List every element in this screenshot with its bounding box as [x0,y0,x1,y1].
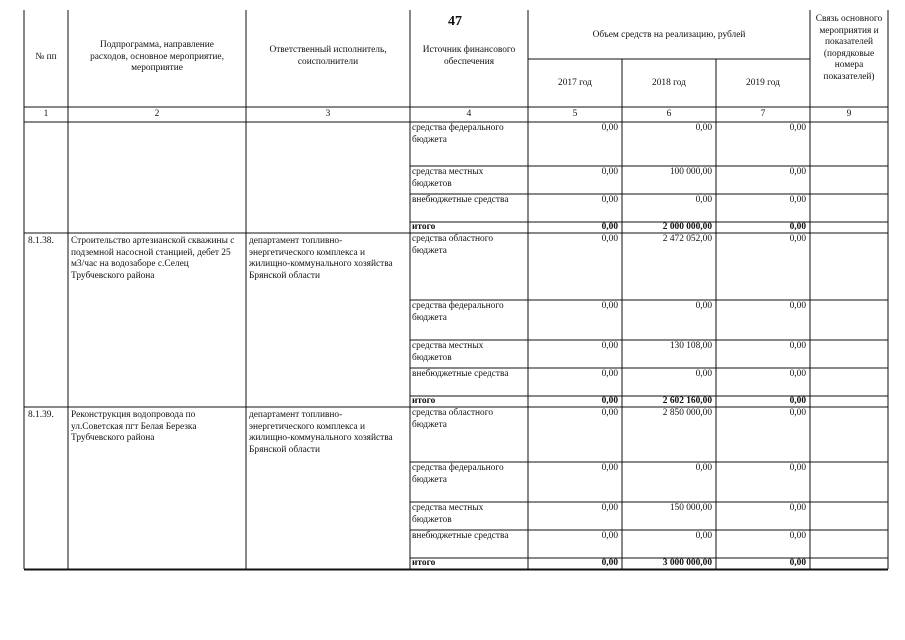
source-label: средства федерального бюджета [412,123,504,145]
value-2017: 0,00 [601,503,618,513]
value-2017: 0,00 [601,408,618,418]
value-2019: 0,00 [789,195,806,205]
source-label: внебюджетные средства [412,531,509,541]
header-link: Связь основного мероприятия и показателей (порядковые номера показателей) [815,14,883,82]
value-2019: 0,00 [789,341,806,351]
source-label: средства федерального бюджета [412,301,504,323]
source-label: внебюджетные средства [412,195,509,205]
header-program: Подпрограмма, направление расходов, основное мероприятие, мероприятие [90,40,224,73]
group-name: Строительство артезианской скважины с подземной насосной станцией, дебет 25 м3/час на водозаборе с.Селец Трубчевского района [71,236,235,281]
value-2018: 2 850 000,00 [662,408,712,418]
column-index: 1 [43,109,49,119]
value-2017: 0,00 [601,195,618,205]
value-2019: 0,00 [789,558,806,568]
value-2019: 0,00 [789,396,806,406]
value-2017: 0,00 [601,222,618,232]
value-2019: 0,00 [789,234,806,244]
header-volume: Объем средств на реализацию, рублей [592,30,746,40]
value-2019: 0,00 [789,503,806,513]
source-label: итого [412,558,436,568]
value-2018: 2 602 160,00 [662,396,712,406]
header-year-2018: 2018 год [652,78,686,88]
value-2019: 0,00 [789,167,806,177]
value-2018: 3 000 000,00 [662,558,712,568]
value-2017: 0,00 [601,234,618,244]
value-2019: 0,00 [789,369,806,379]
page-number: 47 [448,14,462,29]
group-number: 8.1.39. [28,410,54,420]
group-number: 8.1.38. [28,236,54,246]
header-executor: Ответственный исполнитель, соисполнители [269,45,387,67]
value-2018: 150 000,00 [669,503,712,513]
value-2017: 0,00 [601,369,618,379]
column-index: 2 [154,109,160,119]
value-2019: 0,00 [789,531,806,541]
source-label: внебюджетные средства [412,369,509,379]
source-label: средства местных бюджетов [412,167,484,189]
value-2018: 0,00 [695,369,712,379]
value-2019: 0,00 [789,123,806,133]
value-2019: 0,00 [789,222,806,232]
value-2018: 0,00 [695,195,712,205]
value-2018: 0,00 [695,463,712,473]
value-2017: 0,00 [601,301,618,311]
value-2017: 0,00 [601,341,618,351]
header-year-2017: 2017 год [558,78,592,88]
source-label: итого [412,396,436,406]
value-2018: 130 108,00 [669,341,712,351]
source-label: итого [412,222,436,232]
column-index: 9 [846,109,852,119]
source-label: средства местных бюджетов [412,503,484,525]
value-2018: 0,00 [695,301,712,311]
value-2017: 0,00 [601,463,618,473]
header-year-2019: 2019 год [746,78,780,88]
value-2018: 0,00 [695,531,712,541]
value-2019: 0,00 [789,408,806,418]
value-2017: 0,00 [601,531,618,541]
group-executor: департамент топливно-энергетического комплекса и жилищно-коммунального хозяйства Брянской области [249,410,393,455]
value-2017: 0,00 [601,167,618,177]
value-2018: 2 000 000,00 [662,222,712,232]
group-executor: департамент топливно-энергетического комплекса и жилищно-коммунального хозяйства Брянской области [249,236,393,281]
value-2017: 0,00 [601,396,618,406]
value-2017: 0,00 [601,558,618,568]
value-2019: 0,00 [789,301,806,311]
value-2017: 0,00 [601,123,618,133]
column-index: 4 [466,109,472,119]
source-label: средства областного бюджета [412,408,494,430]
column-index: 5 [572,109,578,119]
source-label: средства местных бюджетов [412,341,484,363]
column-index: 6 [666,109,672,119]
column-index: 7 [760,109,766,119]
header-num: № пп [35,52,57,62]
header-source: Источник финансового обеспечения [422,45,516,67]
source-label: средства федерального бюджета [412,463,504,485]
value-2018: 100 000,00 [669,167,712,177]
value-2018: 0,00 [695,123,712,133]
source-label: средства областного бюджета [412,234,494,256]
group-name: Реконструкция водопровода по ул.Советская пгт Белая Березка Трубчевского района [71,410,197,443]
value-2019: 0,00 [789,463,806,473]
column-index: 3 [325,109,331,119]
value-2018: 2 472 052,00 [662,234,712,244]
